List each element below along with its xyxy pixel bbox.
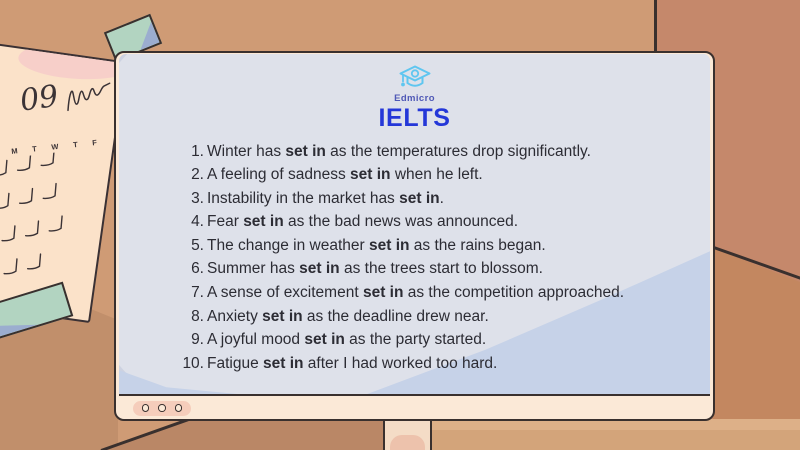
sentence-row xyxy=(175,328,710,352)
sentence-number: 3. xyxy=(191,189,204,207)
weekday-letter: W xyxy=(50,141,59,152)
sentence-row xyxy=(175,281,710,305)
sentence-number: 6. xyxy=(191,260,204,278)
brand-logo xyxy=(119,65,710,131)
sentence-list xyxy=(175,140,710,376)
graduation-cap-icon xyxy=(398,65,432,92)
monitor xyxy=(114,51,715,421)
sentence-text: Fatigue set in after I had worked too hard. xyxy=(207,354,498,372)
sentence-number: 5. xyxy=(191,236,204,254)
calendar-day: 09 xyxy=(17,78,61,119)
sentence-text: A feeling of sadness set in when he left. xyxy=(207,166,483,184)
sentence-row xyxy=(175,187,710,211)
sentence-text: Instability in the market has set in. xyxy=(207,189,444,207)
screen xyxy=(119,54,710,396)
sentence-number: 4. xyxy=(191,213,204,231)
sentence-text: A sense of excitement set in as the competition approached. xyxy=(207,284,625,302)
sentence-text: Anxiety set in as the deadline drew near. xyxy=(207,307,489,325)
sentence-text: Summer has set in as the trees start to blossom. xyxy=(207,260,543,278)
sentence-row xyxy=(175,163,710,187)
sentence-number: 8. xyxy=(191,307,204,325)
sentence-row xyxy=(175,234,710,258)
monitor-stand-shading xyxy=(390,435,425,450)
floor-right xyxy=(427,430,800,450)
sentence-row xyxy=(175,140,710,164)
sentence-text: Winter has set in as the temperatures drop significantly. xyxy=(207,142,591,160)
monitor-stand xyxy=(383,418,432,450)
wall-corner-line xyxy=(654,0,657,56)
calendar-note xyxy=(0,41,127,323)
sentence-row xyxy=(175,352,710,376)
calendar-month-scribble xyxy=(63,77,121,114)
monitor-button xyxy=(175,404,183,412)
sentence-number: 2. xyxy=(191,166,204,184)
weekday-letter: F xyxy=(91,137,98,148)
monitor-button xyxy=(142,404,150,412)
sentence-number: 10. xyxy=(182,354,204,372)
sentence-text: The change in weather set in as the rains began. xyxy=(207,236,546,254)
brand-name: Edmicro xyxy=(394,93,435,104)
weekday-letter: M xyxy=(10,146,18,156)
weekday-letter: T xyxy=(31,144,38,154)
sentence-row xyxy=(175,257,710,281)
product-name: IELTS xyxy=(378,103,451,132)
sentence-text: Fear set in as the bad news was announced. xyxy=(207,213,519,231)
sentence-number: 9. xyxy=(191,331,204,349)
sentence-row xyxy=(175,210,710,234)
sentence-number: 7. xyxy=(191,284,204,302)
calendar-header xyxy=(18,73,120,120)
monitor-button xyxy=(158,404,166,412)
sentence-row xyxy=(175,305,710,329)
weekday-letter: T xyxy=(72,139,79,150)
monitor-buttons xyxy=(133,401,191,416)
screen-content xyxy=(119,65,710,396)
sentence-number: 1. xyxy=(191,142,204,160)
sentence-text: A joyful mood set in as the party started. xyxy=(207,331,487,349)
